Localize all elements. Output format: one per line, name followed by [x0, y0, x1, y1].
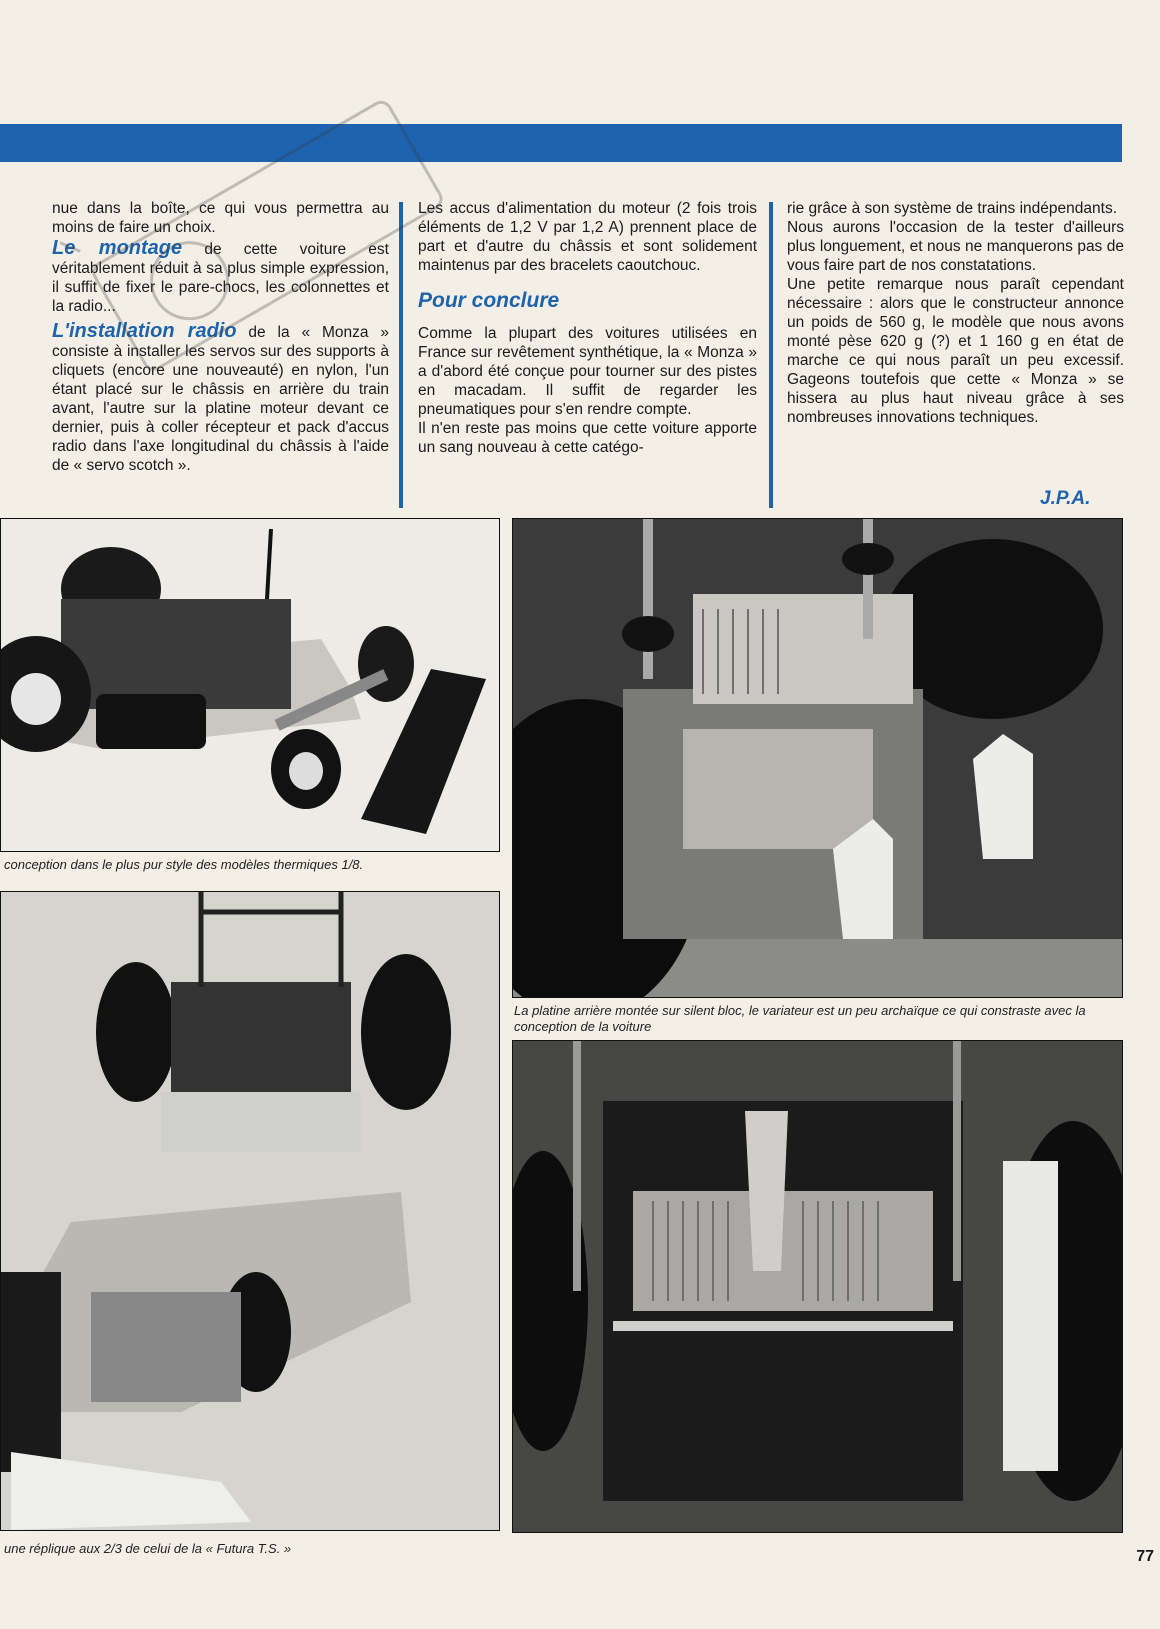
text-column-3 — [787, 199, 1124, 427]
photo-car-overview — [0, 518, 500, 852]
paragraph-accus: Les accus d'alimentation du moteur (2 fois trois éléments de 1,2 V par 1,2 A) prennent place de part et d'autre du châssis et sont solidement maintenus par des bracelets caoutchouc. — [418, 200, 757, 274]
paragraph-col3-1: rie grâce à son système de trains indépendants. — [787, 200, 1117, 217]
lead-installation: L'installation radio — [52, 320, 237, 342]
paragraph-col3-3: Une petite remarque nous paraît cependant nécessaire : alors que le constructeur annonce un poids de 560 g, le modèle que nous avons monté pèse 620 g (?) et 1 160 g en état de marche ce qui nous paraît un peu excessif. Gageons toutefois que cette « Monza » se hissera au plus haut niveau grâce à ses nombreuses innovations techniques. — [787, 276, 1124, 426]
caption-top-left: conception dans le plus pur style des modèles thermiques 1/8. — [4, 857, 364, 872]
paragraph-conclusion-1: Comme la plupart des voitures utilisées en France sur revêtement synthétique, la « Monza » a d'abord été conçue pour tourner sur des pistes en macadam. Il suffit de regarder les pneumatiques pour s'en rendre compte. — [418, 325, 757, 418]
paragraph-installation: L'installation radio de la « Monza » consiste à installer les servos sur des supports à cliquets (encore une nouveauté) en nylon, l'un étant placé sur le châssis en arrière du train avant, l'autre sur la platine moteur devant ce dernier, puis à coller récepteur et pack d'accus radio dans l'axe longitudinal du châssis à l'aide de « servo scotch ». — [52, 320, 389, 474]
paragraph-montage: Le montage de cette voiture est véritablement réduit à sa plus simple expression, il suffit de fixer le pare-chocs, les colonnettes et la radio... — [52, 237, 389, 315]
header-band — [0, 124, 1122, 162]
paragraph-conclusion-2: Il n'en reste pas moins que cette voiture apporte un sang nouveau à cette catégo- — [418, 420, 757, 456]
photo-rear-view — [512, 1040, 1123, 1533]
paragraph-col3-2: Nous aurons l'occasion de la tester d'ailleurs plus longuement, et nous ne manquerons pas de vous faire part de nos constatations. — [787, 219, 1124, 274]
page-number: 77 — [1136, 1548, 1154, 1565]
photo-chassis-front — [0, 891, 500, 1531]
heading-conclusion: Pour conclure — [418, 289, 560, 312]
photo-rear-platform — [512, 518, 1123, 998]
caption-bottom-left: une réplique aux 2/3 de celui de la « Futura T.S. » — [4, 1541, 292, 1556]
paragraph-intro: nue dans la boîte, ce qui vous permettra au moins de faire un choix. — [52, 200, 389, 236]
text-column-2 — [418, 199, 757, 457]
column-rule-1 — [399, 202, 403, 508]
caption-right-middle: La platine arrière montée sur silent bloc, le variateur est un peu archaïque ce qui constraste avec la conception de la voiture — [514, 1003, 1086, 1034]
column-rule-2 — [769, 202, 773, 508]
lead-montage: Le montage — [52, 237, 183, 259]
text-column-1 — [52, 199, 389, 475]
author-signature: J.P.A. — [1040, 488, 1091, 509]
